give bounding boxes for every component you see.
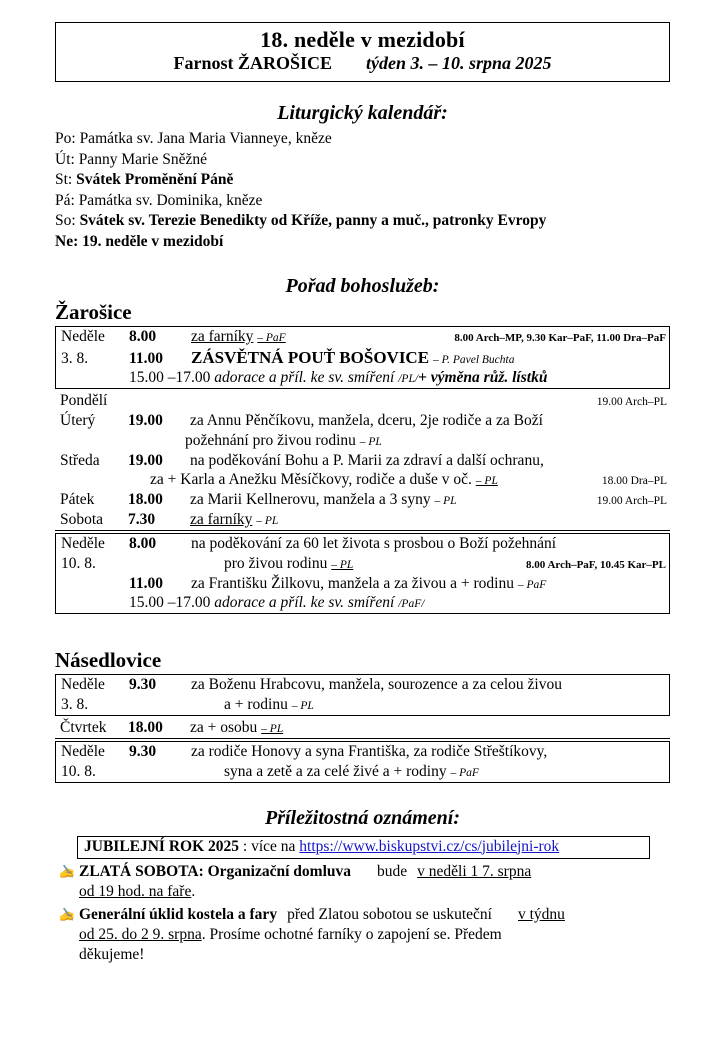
services-heading: Pořad bohoslužeb: xyxy=(285,274,440,297)
row-intention: na poděkování Bohu a P. Marii za zdraví a další ochranu, xyxy=(190,451,544,469)
liturgical-day-ut xyxy=(55,150,670,171)
intention-text: pro živou rodinu xyxy=(224,554,328,572)
announcement-tail: . Prosíme ochotné farníky o zapojení se. Předem xyxy=(201,925,502,943)
liturgical-calendar-heading: Liturgický kalendář: xyxy=(277,101,448,124)
adoration-time: 15.00 –17.00 xyxy=(129,594,211,612)
liturgical-day-so xyxy=(55,211,670,232)
day-text: Svátek Proměnění Páně xyxy=(76,171,234,189)
row-time: 18.00 xyxy=(128,719,163,737)
row-other-masses: 18.00 Dra–PL xyxy=(601,475,667,488)
row-other-masses: 8.00 Arch–PaF, 10.45 Kar–PL xyxy=(526,558,666,571)
day-prefix: Po: xyxy=(55,129,80,147)
row-intention-cont xyxy=(129,695,669,715)
row-day: Neděle xyxy=(61,676,105,694)
day-prefix: Út: xyxy=(55,150,79,168)
row-day: Úterý xyxy=(60,412,96,429)
celebrant-note: – PL xyxy=(256,515,279,528)
table-row xyxy=(55,490,670,510)
announcement-field-week[interactable]: v týdnu xyxy=(517,905,565,923)
week-range: týden 3. – 10. srpna 2025 xyxy=(366,53,552,74)
adoration-extra: + výměna růž. lístků xyxy=(418,369,548,387)
day-prefix: Ne: xyxy=(55,232,83,250)
row-day: Pátek xyxy=(60,491,95,509)
day-text: Památka sv. Dominika, kněze xyxy=(78,191,263,209)
celebrant-note: – P. Pavel Buchta xyxy=(432,353,515,366)
row-other-masses: 19.00 Arch–PL xyxy=(596,396,667,409)
intention-text: požehnání pro živou rodinu xyxy=(185,431,356,449)
liturgical-day-po xyxy=(55,129,670,150)
schedule-block-zarosice-weekdays xyxy=(55,391,670,531)
adoration-text: adorace a příl. ke sv. smíření xyxy=(214,369,395,387)
row-adoration xyxy=(129,368,669,388)
table-row xyxy=(56,742,669,762)
intention-text: za Marii Kellnerovu, manžela a 3 syny xyxy=(190,491,431,509)
row-day: Neděle xyxy=(61,742,105,760)
jubilee-year-box xyxy=(77,836,650,859)
row-date: 3. 8. xyxy=(61,349,89,367)
day-text: Památka sv. Jana Maria Vianneye, kněze xyxy=(79,129,332,147)
row-time: 9.30 xyxy=(129,742,157,760)
header-subtitle xyxy=(56,53,669,75)
liturgical-calendar-list xyxy=(55,129,670,253)
schedule-block-nasedlovice-thursday xyxy=(55,718,670,739)
row-intention xyxy=(190,490,597,510)
row-other-masses: 8.00 Arch–MP, 9.30 Kar–PaF, 11.00 Dra–PaF xyxy=(454,331,666,344)
adoration-celebrant: /PaF/ xyxy=(398,598,425,611)
table-row xyxy=(56,534,669,554)
table-row xyxy=(55,451,670,471)
parish-name: Farnost ŽAROŠICE xyxy=(173,53,332,74)
table-row xyxy=(56,368,669,388)
row-time: 9.30 xyxy=(129,676,157,694)
jubilee-separator: : xyxy=(239,837,252,855)
announcement-tail: . xyxy=(191,882,196,900)
day-prefix: So: xyxy=(55,212,80,230)
village-heading-nasedlovice: Násedlovice xyxy=(55,648,162,673)
row-intention-cont xyxy=(55,431,670,451)
day-text: 19. neděle v mezidobí xyxy=(82,232,224,250)
row-time: 8.00 xyxy=(129,534,157,552)
intention-text: za + osobu xyxy=(190,719,258,737)
announcement-field-date[interactable]: v neděli 1 7. srpna xyxy=(417,862,532,880)
row-adoration xyxy=(129,593,669,613)
row-time: 7.30 xyxy=(128,511,156,529)
announcement-text xyxy=(79,862,670,902)
row-date: 10. 8. xyxy=(61,554,96,572)
announcement-field-time[interactable]: od 19 hod. na faře xyxy=(79,882,192,900)
table-row xyxy=(55,510,670,530)
liturgical-day-pa xyxy=(55,191,670,212)
table-row xyxy=(56,593,669,613)
jubilee-lead: více na xyxy=(251,837,300,855)
table-row xyxy=(56,554,669,574)
row-time: 11.00 xyxy=(129,574,164,592)
pointing-hand-icon: ✍ xyxy=(58,906,76,922)
table-row xyxy=(56,347,669,369)
row-intention xyxy=(191,327,454,347)
celebrant-note: – PaF xyxy=(517,578,547,591)
row-intention-cont xyxy=(129,762,669,782)
table-row xyxy=(56,695,669,715)
announcement-tail2: děkujeme! xyxy=(79,946,145,964)
row-day: Neděle xyxy=(61,327,105,345)
row-time: 19.00 xyxy=(128,412,163,429)
row-time: 19.00 xyxy=(128,451,163,469)
intention-text: syna a zetě a za celé živé a + rodiny xyxy=(224,762,447,780)
row-intention: za rodiče Honovy a syna Františka, za rodiče Střeštíkovy, xyxy=(191,742,548,760)
intention-text: ZÁSVĚTNÁ POUŤ BOŠOVICE xyxy=(191,347,430,367)
celebrant-note: – PL xyxy=(261,723,284,736)
table-row xyxy=(56,762,669,782)
page-title: 18. neděle v mezidobí xyxy=(260,27,465,52)
celebrant-note: – PaF xyxy=(450,766,479,779)
announcement-lead: ZLATÁ SOBOTA: Organizační domluva xyxy=(79,862,351,880)
announcement-item-generalni-uklid xyxy=(55,905,670,965)
intention-text: za Františku Žilkovu, manžela a za živou a + rodinu xyxy=(191,574,514,592)
announcements-heading: Příležitostná oznámení: xyxy=(264,806,461,829)
row-intention-cont xyxy=(129,554,526,574)
day-text: Svátek sv. Terezie Benedikty od Kříže, panny a muč., patronky Evropy xyxy=(79,212,547,230)
celebrant-note: – PL xyxy=(331,558,354,571)
day-prefix: Pá: xyxy=(55,191,79,209)
schedule-block-zarosice-sunday-10-8 xyxy=(55,533,670,614)
announcement-mid: před Zlatou sobotou se uskuteční xyxy=(287,905,492,923)
row-other-masses: 19.00 Arch–PL xyxy=(596,495,667,508)
row-time: 11.00 xyxy=(129,349,164,367)
intention-text: a + rodinu xyxy=(224,696,288,714)
row-intention xyxy=(190,510,670,530)
row-date: 10. 8. xyxy=(61,762,96,780)
intention-text: za + Karla a Anežku Měsíčkovy, rodiče a duše v oč. xyxy=(150,471,472,489)
jubilee-link[interactable]: https://www.biskupstvi.cz/cs/jubilejni-rok xyxy=(299,837,560,855)
bulletin-page xyxy=(0,22,725,1046)
row-time: 18.00 xyxy=(128,491,163,509)
table-row-continuation xyxy=(55,431,670,451)
table-row xyxy=(56,675,669,695)
row-day: Středa xyxy=(60,451,100,469)
table-row xyxy=(56,574,669,594)
village-heading-zarosice: Žarošice xyxy=(55,299,132,324)
row-intention xyxy=(191,347,669,369)
row-intention: na poděkování za 60 let života s prosbou o Boží požehnání xyxy=(191,534,557,552)
row-date: 3. 8. xyxy=(61,696,89,714)
adoration-time: 15.00 –17.00 xyxy=(129,369,211,387)
intention-text: za farníky xyxy=(191,327,254,345)
intention-text: za farníky xyxy=(190,511,253,529)
table-row-continuation xyxy=(55,470,670,490)
celebrant-note: – PL xyxy=(434,495,457,508)
row-day: Sobota xyxy=(60,511,104,529)
announcement-field-dates[interactable]: od 25. do 2 9. srpna xyxy=(79,925,202,943)
announcement-lead: Generální úklid kostela a fary xyxy=(79,905,278,923)
day-prefix: St: xyxy=(55,171,77,189)
header-box xyxy=(55,22,670,82)
celebrant-note: – PL xyxy=(475,475,498,488)
row-intention xyxy=(190,718,670,738)
announcement-item-zlata-sobota xyxy=(55,862,670,902)
day-text: Panny Marie Sněžné xyxy=(78,150,207,168)
announcement-text xyxy=(79,905,670,965)
table-row xyxy=(55,411,670,431)
adoration-celebrant: /PL/ xyxy=(398,373,419,386)
schedule-block-nasedlovice-sunday-3-8 xyxy=(55,674,670,716)
liturgical-day-ne xyxy=(55,232,670,253)
row-day: Neděle xyxy=(61,534,105,552)
jubilee-title: JUBILEJNÍ ROK 2025 xyxy=(84,837,240,855)
row-day: Čtvrtek xyxy=(60,719,107,737)
schedule-block-nasedlovice-sunday-10-8 xyxy=(55,741,670,783)
row-intention: za Annu Pěnčíkovu, manžela, dceru, 2je rodiče a za Boží xyxy=(190,412,543,429)
table-row xyxy=(55,718,670,738)
adoration-text: adorace a příl. ke sv. smíření xyxy=(214,594,395,612)
celebrant-note: – PL xyxy=(359,435,382,448)
row-intention: za Boženu Hrabcovu, manžela, sourozence a za celou živou xyxy=(191,676,562,694)
announcement-mid: bude xyxy=(377,862,408,880)
row-intention xyxy=(191,574,669,594)
pointing-hand-icon: ✍ xyxy=(58,863,76,879)
row-intention-cont xyxy=(55,470,602,490)
schedule-block-zarosice-sunday-3-8 xyxy=(55,326,670,389)
row-time: 8.00 xyxy=(129,327,157,345)
table-row xyxy=(56,327,669,347)
table-row xyxy=(55,391,670,411)
liturgical-day-st xyxy=(55,170,670,191)
celebrant-note: – PaF xyxy=(257,331,286,344)
celebrant-note: – PL xyxy=(291,700,314,713)
row-day: Pondělí xyxy=(60,392,108,410)
